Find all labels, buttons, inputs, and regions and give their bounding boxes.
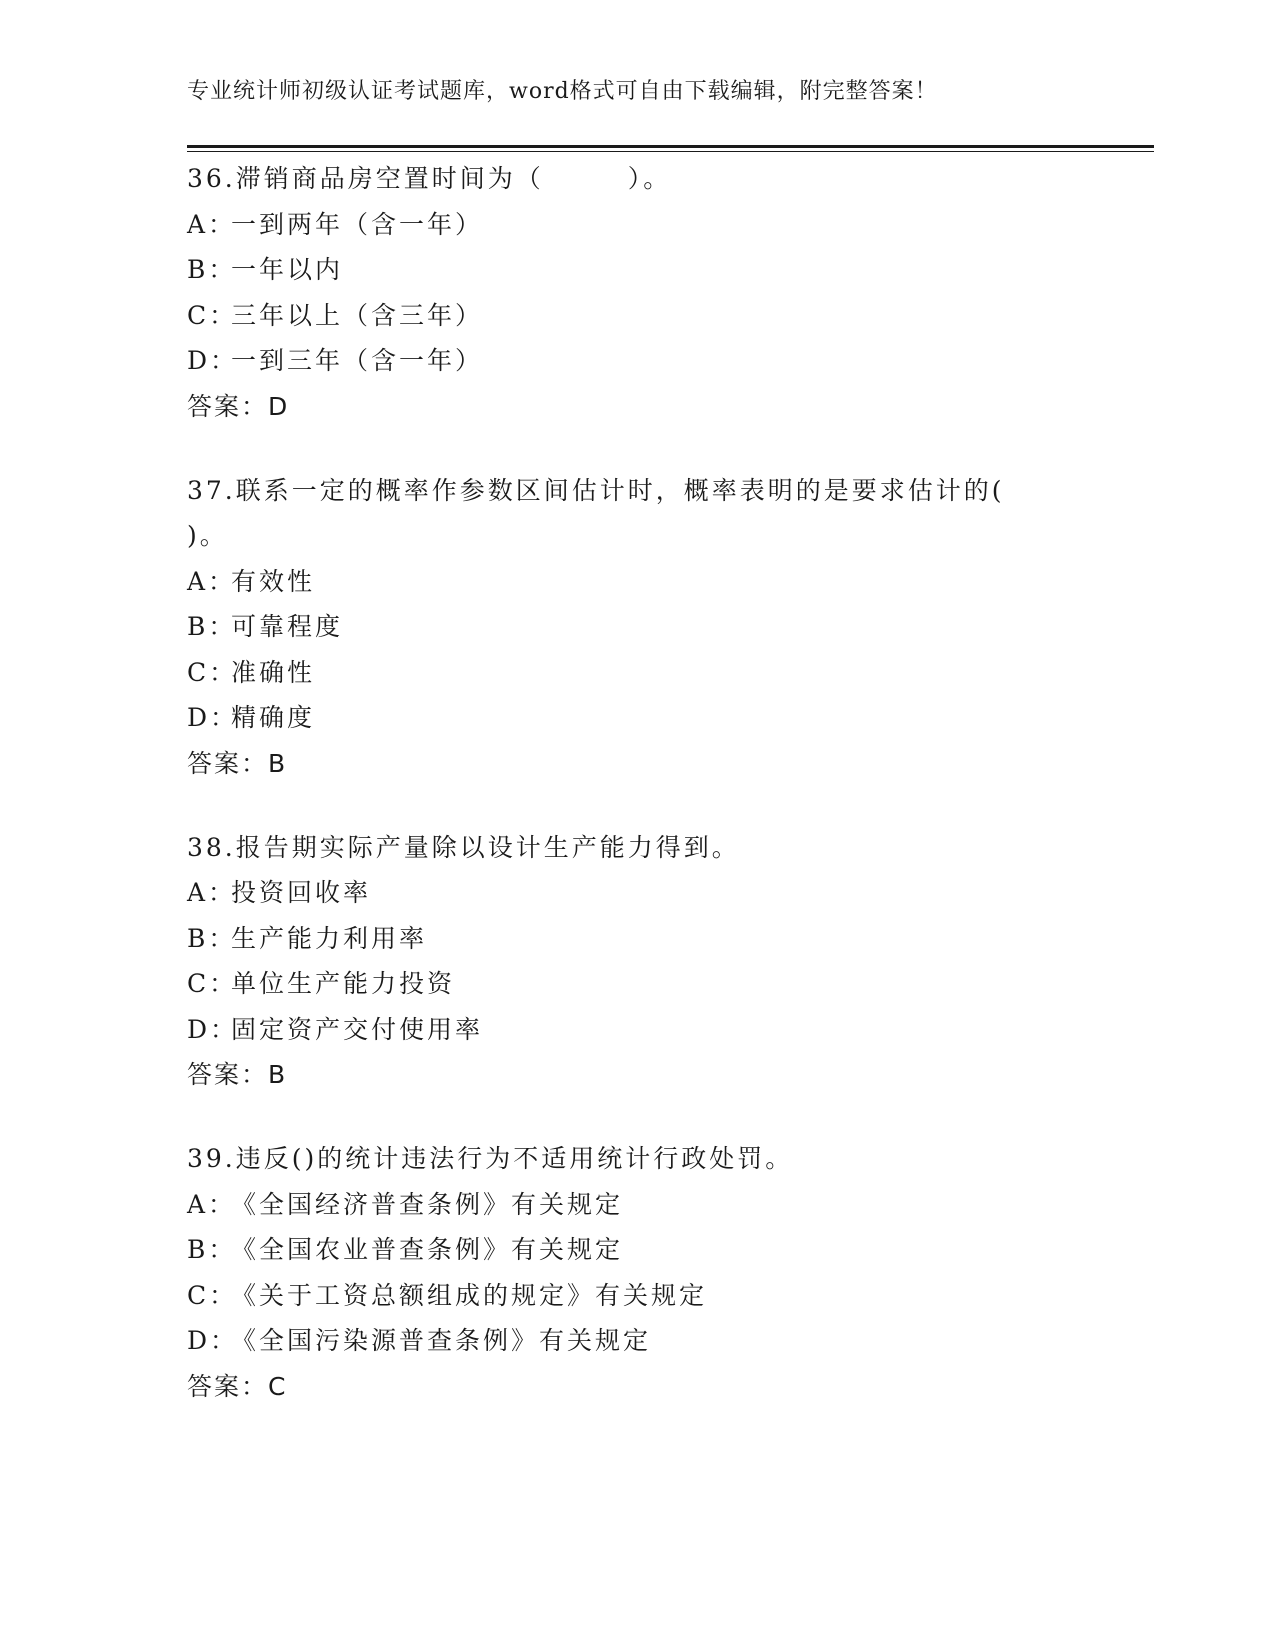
option-b — [187, 604, 1067, 650]
option-text: 精确度 — [231, 703, 316, 732]
option-text: 《关于工资总额组成的规定》有关规定 — [231, 1280, 708, 1310]
option-d — [187, 338, 1067, 384]
option-a — [187, 1182, 1067, 1228]
option-text: 固定资产交付使用率 — [231, 1014, 484, 1044]
option-text: 生产能力利用率 — [231, 923, 428, 953]
option-key: A： — [187, 1189, 237, 1219]
answer-label: 答案：B — [187, 1060, 288, 1089]
option-key: B： — [187, 255, 237, 284]
option-text: 一年以内 — [231, 255, 344, 284]
answer-label: 答案：C — [187, 1371, 288, 1401]
option-text: 《全国经济普查条例》有关规定 — [231, 1189, 624, 1219]
option-text: 准确性 — [231, 657, 316, 687]
question-36 — [187, 156, 1067, 430]
question-37 — [187, 468, 1067, 787]
option-key: A： — [187, 566, 237, 596]
option-key: C： — [187, 300, 238, 330]
option-key: A： — [187, 878, 237, 907]
option-key: B： — [187, 923, 237, 953]
option-d — [187, 695, 1067, 741]
question-stem-continuation: )。 — [187, 521, 228, 550]
option-key: C： — [187, 969, 238, 998]
option-b — [187, 247, 1067, 293]
option-key: D： — [187, 1326, 239, 1355]
option-key: B： — [187, 612, 237, 641]
option-c — [187, 650, 1067, 696]
option-key: D： — [187, 346, 239, 375]
option-text: 三年以上（含三年） — [231, 300, 484, 330]
option-text: 《全国农业普查条例》有关规定 — [231, 1235, 624, 1264]
question-stem: 38.报告期实际产量除以设计生产能力得到。 — [187, 832, 740, 862]
page-header: 专业统计师初级认证考试题库，word格式可自由下载编辑，附完整答案！ — [187, 79, 938, 104]
question-stem: 37.联系一定的概率作参数区间估计时，概率表明的是要求估计的( — [187, 475, 1005, 505]
answer-label: 答案：D — [187, 391, 290, 421]
option-a — [187, 202, 1067, 248]
answer-label: 答案：B — [187, 748, 288, 778]
option-b — [187, 1227, 1067, 1273]
option-a — [187, 870, 1067, 916]
option-d — [187, 1318, 1067, 1364]
option-text: 有效性 — [231, 566, 316, 596]
option-text: 一到两年（含一年） — [231, 209, 484, 239]
header-rule-thick — [187, 145, 1154, 148]
question-39 — [187, 1136, 1067, 1410]
option-key: C： — [187, 657, 238, 687]
option-key: D： — [187, 1014, 239, 1044]
question-38 — [187, 825, 1067, 1099]
option-key: C： — [187, 1280, 238, 1310]
option-text: 投资回收率 — [231, 878, 372, 907]
option-key: B： — [187, 1235, 237, 1264]
option-key: A： — [187, 209, 237, 239]
question-list — [187, 156, 1067, 1448]
option-d — [187, 1007, 1067, 1053]
question-stem: 36.滞销商品房空置时间为（ ）。 — [187, 164, 672, 193]
option-a — [187, 559, 1067, 605]
header-rule-thin — [187, 151, 1154, 152]
option-b — [187, 916, 1067, 962]
option-text: 单位生产能力投资 — [231, 969, 456, 998]
option-key: D： — [187, 703, 239, 732]
option-text: 《全国污染源普查条例》有关规定 — [231, 1326, 652, 1355]
question-stem: 39.违反()的统计违法行为不适用统计行政处罚。 — [187, 1144, 794, 1173]
option-text: 可靠程度 — [231, 612, 344, 641]
option-c — [187, 293, 1067, 339]
option-c — [187, 1273, 1067, 1319]
option-text: 一到三年（含一年） — [231, 346, 484, 375]
option-c — [187, 961, 1067, 1007]
